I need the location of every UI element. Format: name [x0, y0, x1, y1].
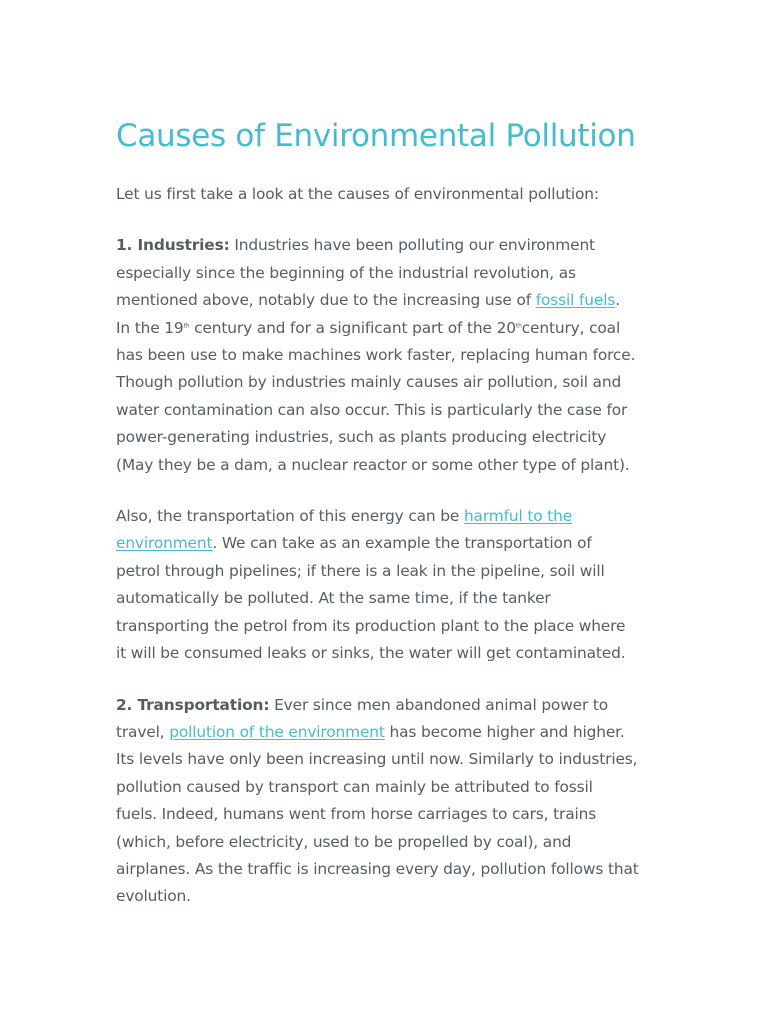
paragraph-line	[116, 530, 656, 557]
pollution-environment-link[interactable]: pollution of the environment	[169, 722, 385, 741]
harmful-environment-link[interactable]: harmful to the	[463, 507, 573, 526]
paragraph-line: power-generating industries, such as plants producing electricity	[116, 428, 607, 447]
text-run: .	[615, 291, 620, 310]
paragraph-line	[116, 232, 656, 259]
industries-paragraph	[116, 232, 656, 479]
text-run: Ever since men abandoned animal power to	[269, 695, 609, 714]
paragraph-line	[116, 719, 656, 746]
text-run: century, coal	[521, 318, 621, 337]
text-run: century and for a significant part of the 20	[189, 318, 516, 337]
paragraph-line: (which, before electricity, used to be propelled by coal), and	[116, 832, 572, 851]
superscript-th: th	[183, 322, 190, 330]
paragraph-line: evolution.	[116, 887, 191, 906]
harmful-environment-link[interactable]: environment	[116, 534, 213, 553]
text-run: has become higher and higher.	[384, 722, 625, 741]
intro-paragraph: Let us first take a look at the causes of environmental pollution:	[116, 185, 599, 203]
paragraph-line	[116, 503, 656, 530]
transportation-paragraph	[116, 692, 656, 911]
page-title: Causes of Environmental Pollution	[116, 118, 636, 154]
text-run: In the 19	[116, 318, 184, 337]
paragraph-line: Though pollution by industries mainly causes air pollution, soil and	[116, 373, 622, 392]
paragraph-line: transporting the petrol from its production plant to the place where	[116, 616, 626, 635]
paragraph-line: pollution caused by transport can mainly be attributed to fossil	[116, 777, 593, 796]
paragraph-line	[116, 315, 656, 342]
paragraph-line: automatically be polluted. At the same time, if the tanker	[116, 589, 551, 608]
paragraph-line: it will be consumed leaks or sinks, the water will get contaminated.	[116, 644, 626, 663]
transportation-heading: 2. Transportation:	[116, 695, 270, 714]
text-run: travel,	[116, 722, 170, 741]
paragraph-line: water contamination can also occur. This is particularly the case for	[116, 400, 628, 419]
text-run: mentioned above, notably due to the increasing use of	[116, 291, 536, 310]
text-run: . We can take as an example the transportation of	[212, 534, 592, 553]
paragraph-line	[116, 287, 656, 314]
paragraph-line: (May they be a dam, a nuclear reactor or some other type of plant).	[116, 455, 630, 474]
paragraph-line: has been use to make machines work faster, replacing human force.	[116, 346, 636, 365]
superscript-th: th	[515, 322, 522, 330]
paragraph-line: petrol through pipelines; if there is a leak in the pipeline, soil will	[116, 561, 605, 580]
paragraph-line: Its levels have only been increasing until now. Similarly to industries,	[116, 750, 638, 769]
industries-heading: 1. Industries:	[116, 236, 230, 255]
text-run: Also, the transportation of this energy can be	[116, 507, 464, 526]
fossil-fuels-link[interactable]: fossil fuels	[535, 291, 616, 310]
energy-transport-paragraph	[116, 503, 656, 667]
text-run: Industries have been polluting our environment	[229, 236, 595, 255]
paragraph-line: especially since the beginning of the industrial revolution, as	[116, 263, 576, 282]
paragraph-line: fuels. Indeed, humans went from horse carriages to cars, trains	[116, 805, 597, 824]
paragraph-line: airplanes. As the traffic is increasing every day, pollution follows that	[116, 859, 639, 878]
paragraph-line	[116, 692, 656, 719]
